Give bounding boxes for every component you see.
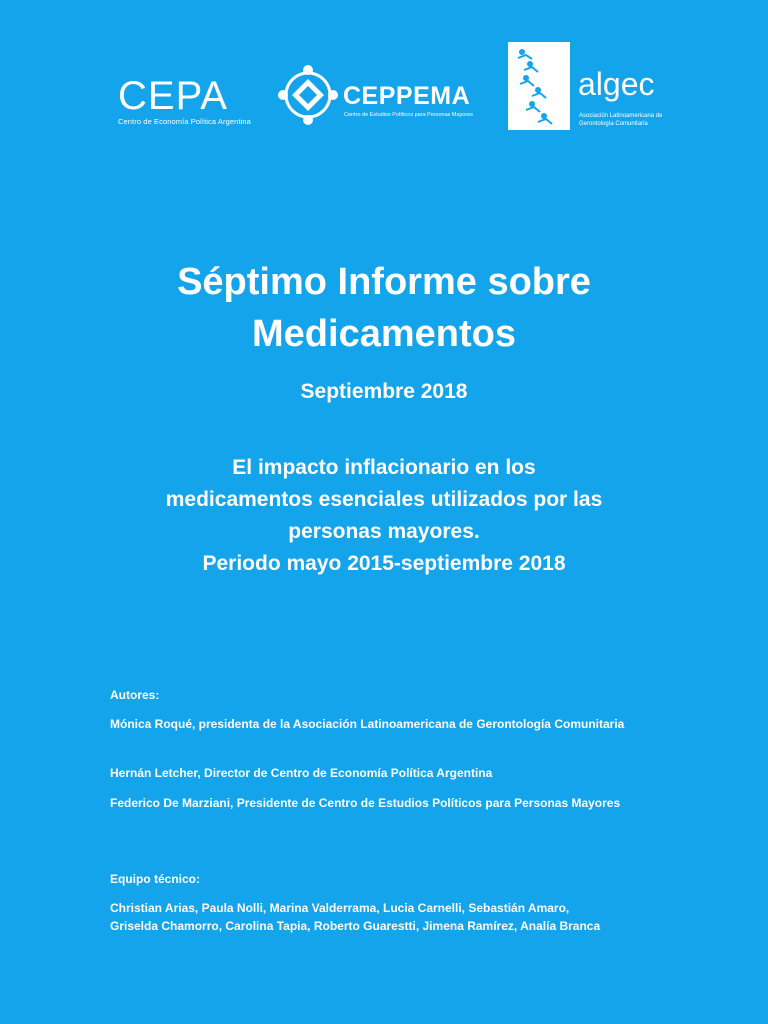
- algec-logo-subtitle: [579, 113, 662, 128]
- cepa-logo-subtitle: Centro de Economía Política Argentina: [118, 117, 251, 126]
- authors-heading: Autores:: [110, 688, 160, 702]
- logo-row: [0, 40, 768, 140]
- team-members: [110, 900, 658, 935]
- description-line: personas mayores.: [288, 520, 480, 543]
- author-entry: Federico De Marziani, Presidente de Centro de Estudios Políticos para Personas Mayores: [110, 796, 621, 810]
- cepa-logo-name: CEPA: [118, 74, 228, 118]
- ceppema-logo-subtitle: Centro de Estudios Políticos para Personas Mayores: [344, 112, 474, 118]
- report-date: Septiembre 2018: [300, 380, 468, 403]
- author-entry: Mónica Roqué, presidenta de la Asociación Latinoamericana de Gerontología Comunitaria: [110, 717, 625, 731]
- ceppema-logo: [277, 62, 492, 132]
- description-line: El impacto inflacionario en los: [232, 456, 536, 479]
- report-title-line: Medicamentos: [252, 313, 516, 355]
- report-title-line: Séptimo Informe sobre: [177, 261, 591, 303]
- cepa-logo: [118, 74, 251, 126]
- description-line: medicamentos esenciales utilizados por las: [165, 488, 603, 511]
- report-description: [90, 452, 678, 580]
- algec-emblem: [508, 42, 570, 130]
- algec-figures-icon: [508, 42, 570, 130]
- algec-logo-name: algec: [578, 66, 655, 102]
- team-heading: Equipo técnico:: [110, 872, 200, 886]
- description-line: Periodo mayo 2015-septiembre 2018: [202, 552, 566, 575]
- report-title: [0, 256, 768, 360]
- algec-subtitle-line: Gerontología Comunitaria: [579, 120, 648, 127]
- algec-subtitle-line: Asociación Latinoamericana de: [579, 113, 663, 119]
- team-members-line: Christian Arias, Paula Nolli, Marina Valderrama, Lucia Carnelli, Sebastián Amaro,: [110, 901, 570, 915]
- ceppema-logo-name: CEPPEMA: [343, 82, 471, 110]
- team-members-line: Griselda Chamorro, Carolina Tapia, Roberto Guarestti, Jimena Ramírez, Analía Branca: [110, 918, 601, 933]
- algec-logo: [508, 42, 688, 134]
- author-entry: Hernán Letcher, Director de Centro de Economía Política Argentina: [110, 766, 493, 780]
- ceppema-emblem-icon: [277, 62, 339, 128]
